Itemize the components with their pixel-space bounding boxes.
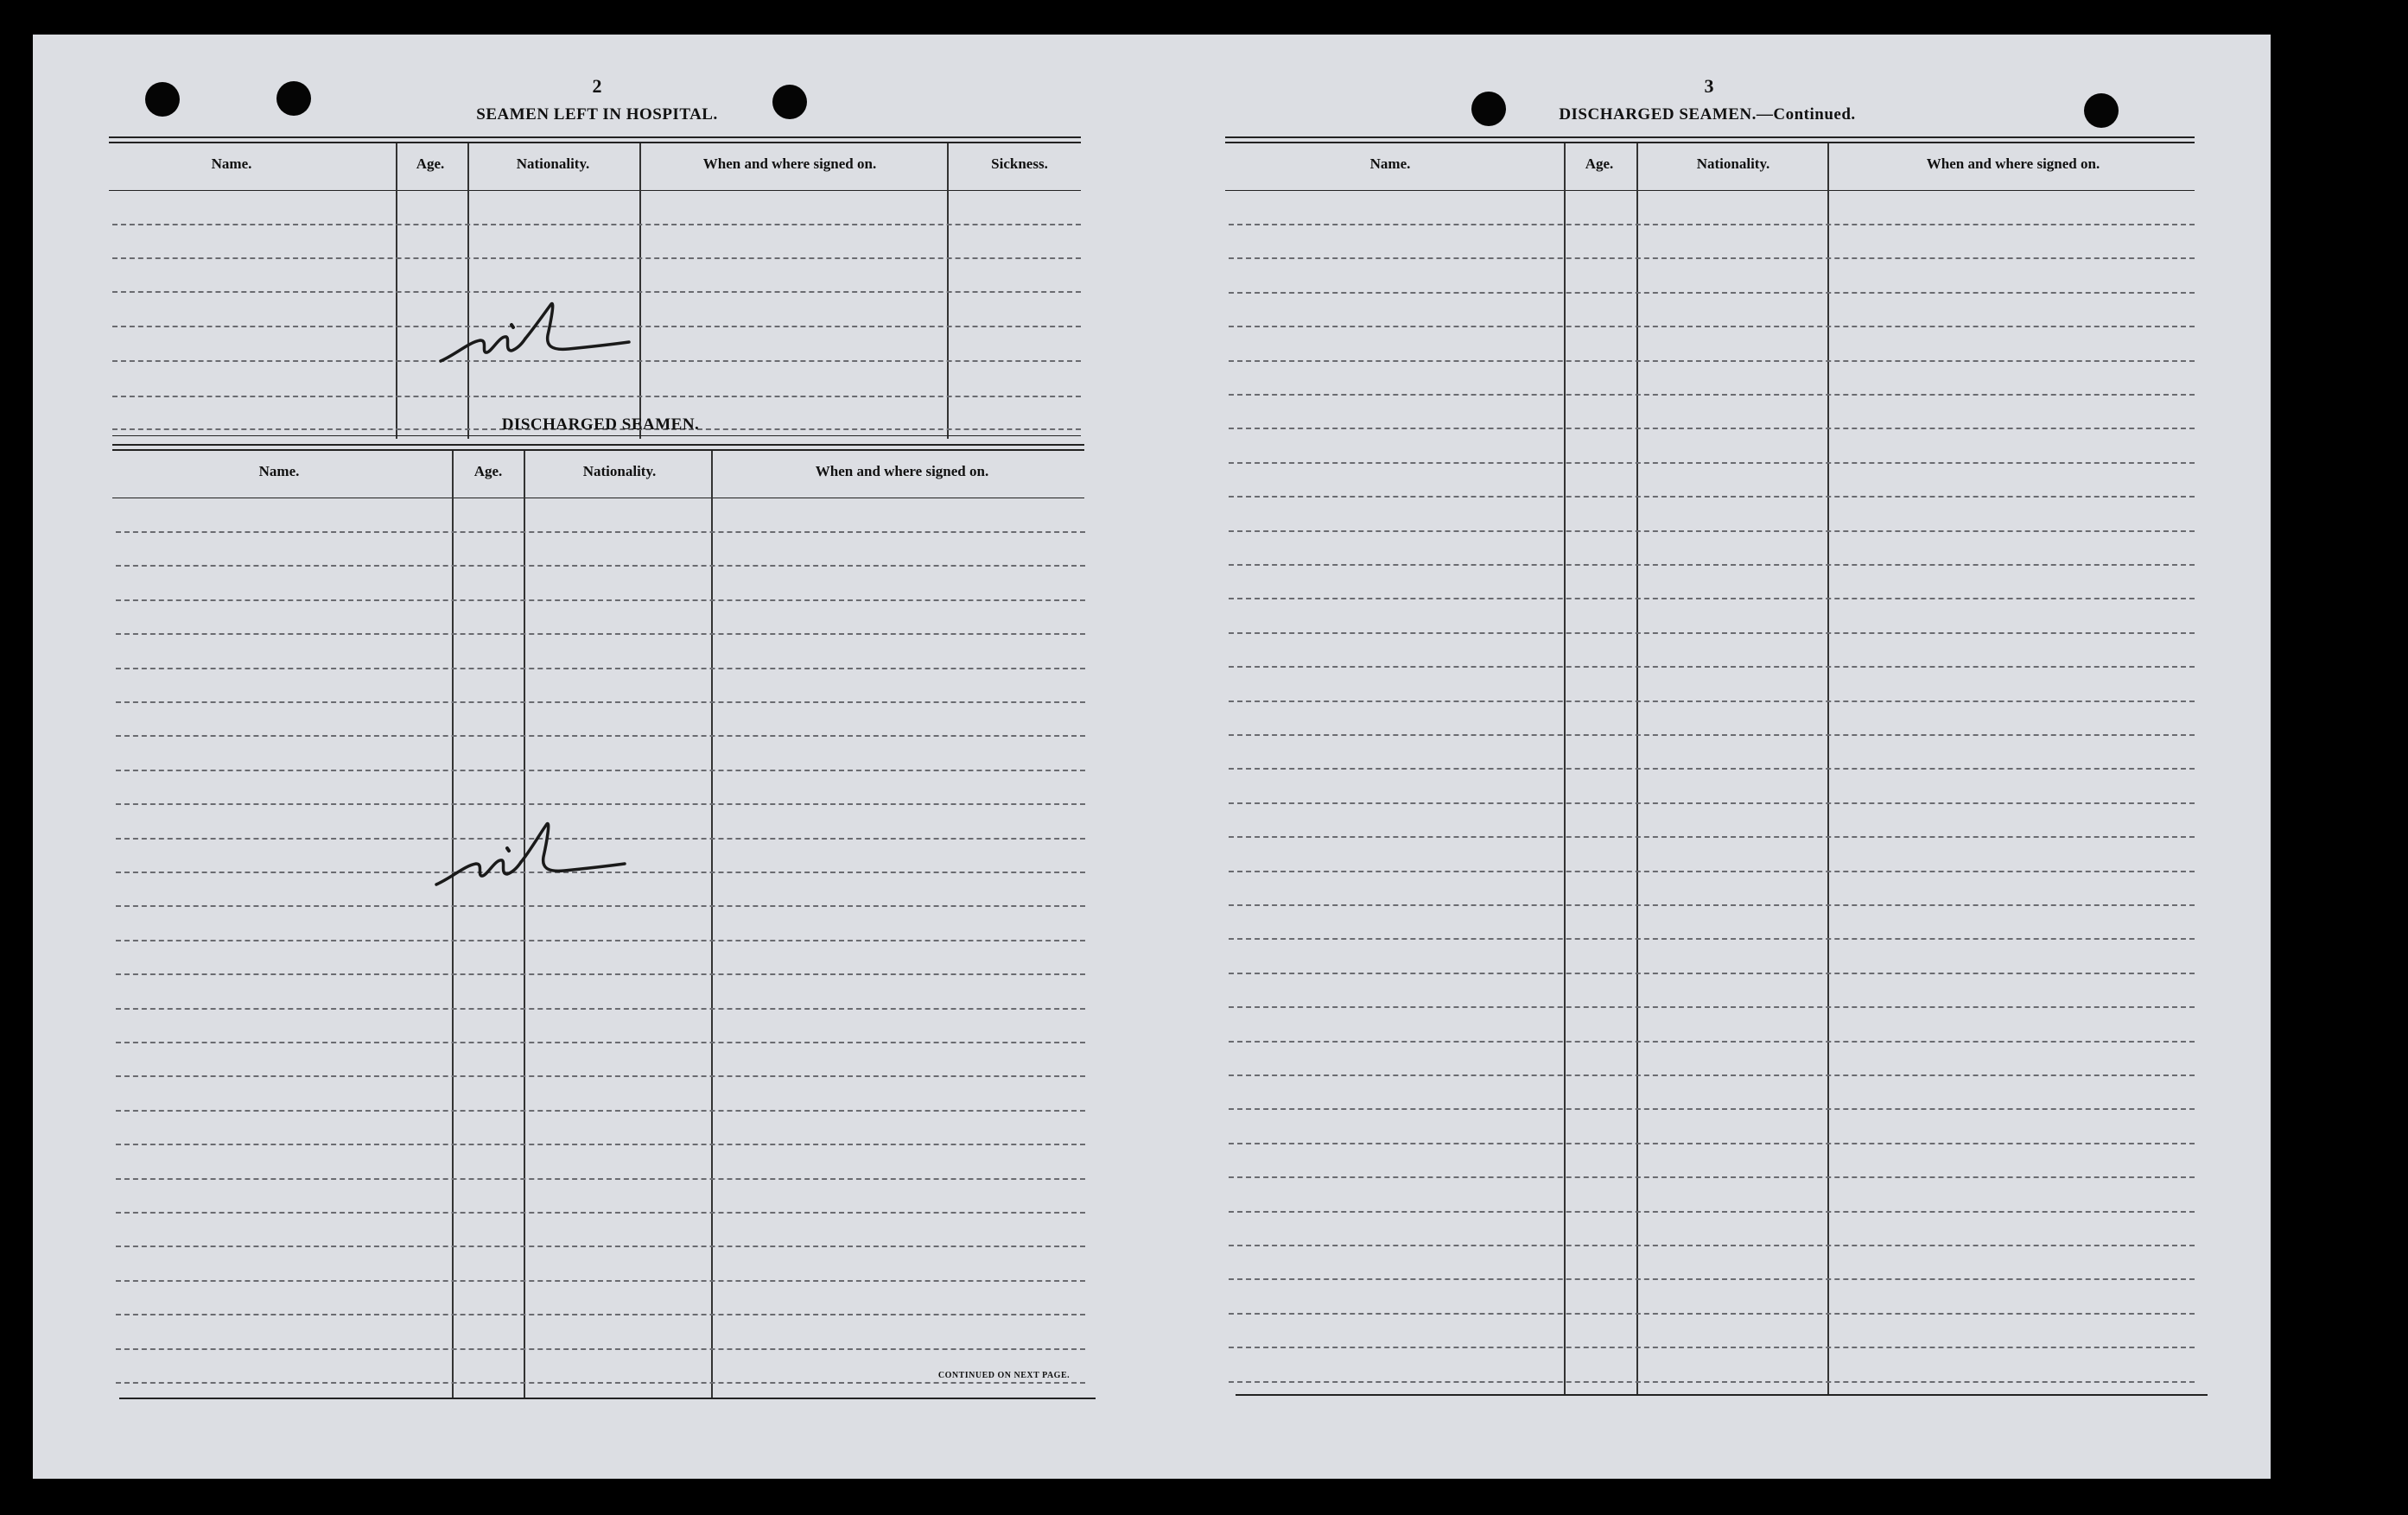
punch-hole: [772, 85, 807, 119]
right-top-rule-2: [1225, 142, 2195, 143]
entry-line: [116, 803, 1085, 805]
entry-line: [1229, 802, 2195, 804]
page-number-left: 2: [592, 75, 602, 97]
entry-line: [1229, 1143, 2195, 1144]
discharged-header-age: Age.: [473, 463, 503, 479]
entry-line: [116, 1246, 1085, 1247]
entry-line: [1229, 1245, 2195, 1246]
entry-line: [116, 1075, 1085, 1077]
entry-line: [116, 905, 1085, 907]
right-header-name: Name.: [1369, 155, 1411, 172]
handwritten-nil-discharged: [426, 812, 651, 898]
entry-line: [1229, 1006, 2195, 1008]
punch-hole: [2084, 93, 2119, 128]
entry-line: [116, 940, 1085, 941]
entry-line: [1229, 871, 2195, 872]
entry-line: [116, 1382, 1085, 1384]
entry-line: [1229, 530, 2195, 532]
entry-line: [116, 1042, 1085, 1043]
entry-line: [1229, 1278, 2195, 1280]
entry-line: [116, 599, 1085, 601]
hospital-entry-line: [112, 396, 1081, 397]
right-header-rule: [1225, 190, 2195, 191]
discharged-top-rule: [112, 444, 1084, 446]
entry-line: [116, 668, 1085, 669]
hospital-top-rule-2: [109, 142, 1081, 143]
discharged-section-title: DISCHARGED SEAMEN.: [501, 415, 700, 434]
right-header-nationality: Nationality.: [1696, 155, 1770, 172]
discharged-col-divider: [524, 451, 525, 1398]
right-header-age: Age.: [1585, 155, 1614, 172]
hospital-top-rule: [109, 136, 1081, 138]
entry-line: [1229, 1041, 2195, 1043]
hospital-entry-line: [112, 224, 1081, 225]
hospital-header-signed-on: When and where signed on.: [702, 155, 877, 172]
entry-line: [1229, 1313, 2195, 1315]
entry-line: [1229, 734, 2195, 736]
entry-line: [1229, 973, 2195, 974]
entry-line: [116, 633, 1085, 635]
entry-line: [1229, 904, 2195, 906]
entry-line: [116, 973, 1085, 975]
entry-line: [1229, 428, 2195, 429]
page-number-right: 3: [1704, 75, 1714, 97]
punch-hole: [145, 82, 180, 117]
entry-line: [1229, 768, 2195, 770]
discharged-header-nationality: Nationality.: [582, 463, 657, 479]
continued-note: CONTINUED ON NEXT PAGE.: [937, 1371, 1071, 1380]
right-header-signed-on: When and where signed on.: [1926, 155, 2100, 172]
entry-line: [116, 1280, 1085, 1282]
hospital-section-title: SEAMEN LEFT IN HOSPITAL.: [476, 105, 718, 124]
entry-line: [1229, 257, 2195, 259]
entry-line: [116, 1008, 1085, 1010]
entry-line: [1229, 1381, 2195, 1383]
entry-line: [1229, 700, 2195, 702]
hospital-entry-line: [112, 257, 1081, 259]
entry-line: [116, 1348, 1085, 1350]
discharged-col-divider: [452, 451, 454, 1398]
entry-line: [1229, 1176, 2195, 1178]
discharged-header-signed-on: When and where signed on.: [815, 463, 989, 479]
entry-line: [1229, 564, 2195, 566]
entry-line: [116, 701, 1085, 703]
entry-line: [1229, 1074, 2195, 1076]
entry-line: [1229, 496, 2195, 498]
entry-line: [1229, 836, 2195, 838]
hospital-header-sickness: Sickness.: [991, 155, 1048, 172]
entry-line: [1229, 1211, 2195, 1213]
entry-line: [1229, 360, 2195, 362]
entry-line: [1229, 394, 2195, 396]
entry-line: [116, 565, 1085, 567]
discharged-top-rule-2: [112, 449, 1084, 451]
entry-line: [1229, 224, 2195, 225]
entry-line: [1229, 938, 2195, 940]
entry-line: [116, 1110, 1085, 1112]
entry-line: [1229, 666, 2195, 668]
entry-line: [1229, 1108, 2195, 1110]
hospital-header-rule: [109, 190, 1081, 191]
entry-line: [116, 1314, 1085, 1315]
entry-line: [116, 531, 1085, 533]
handwritten-nil-hospital: [430, 294, 655, 380]
punch-hole: [1471, 92, 1506, 126]
hospital-entry-line: [112, 291, 1081, 293]
right-top-rule: [1225, 136, 2195, 138]
discharged-header-name: Name.: [258, 463, 300, 479]
entry-line: [1229, 632, 2195, 634]
entry-line: [1229, 1347, 2195, 1348]
hospital-bottom-rule: [112, 435, 1081, 436]
discharged-col-divider: [711, 451, 713, 1398]
entry-line: [1229, 292, 2195, 294]
entry-line: [116, 1144, 1085, 1145]
hospital-header-name: Name.: [211, 155, 252, 172]
entry-line: [116, 770, 1085, 771]
entry-line: [116, 1178, 1085, 1180]
entry-line: [1229, 462, 2195, 464]
discharged-bottom-rule: [119, 1398, 1096, 1399]
entry-line: [1229, 598, 2195, 599]
hospital-header-age: Age.: [416, 155, 445, 172]
entry-line: [116, 1212, 1085, 1214]
form-sheet: [33, 35, 2271, 1479]
right-page-title: DISCHARGED SEAMEN.—Continued.: [1559, 105, 1856, 124]
punch-hole: [276, 81, 311, 116]
hospital-header-nationality: Nationality.: [516, 155, 590, 172]
entry-line: [1229, 326, 2195, 327]
entry-line: [116, 735, 1085, 737]
right-bottom-rule: [1236, 1394, 2208, 1396]
